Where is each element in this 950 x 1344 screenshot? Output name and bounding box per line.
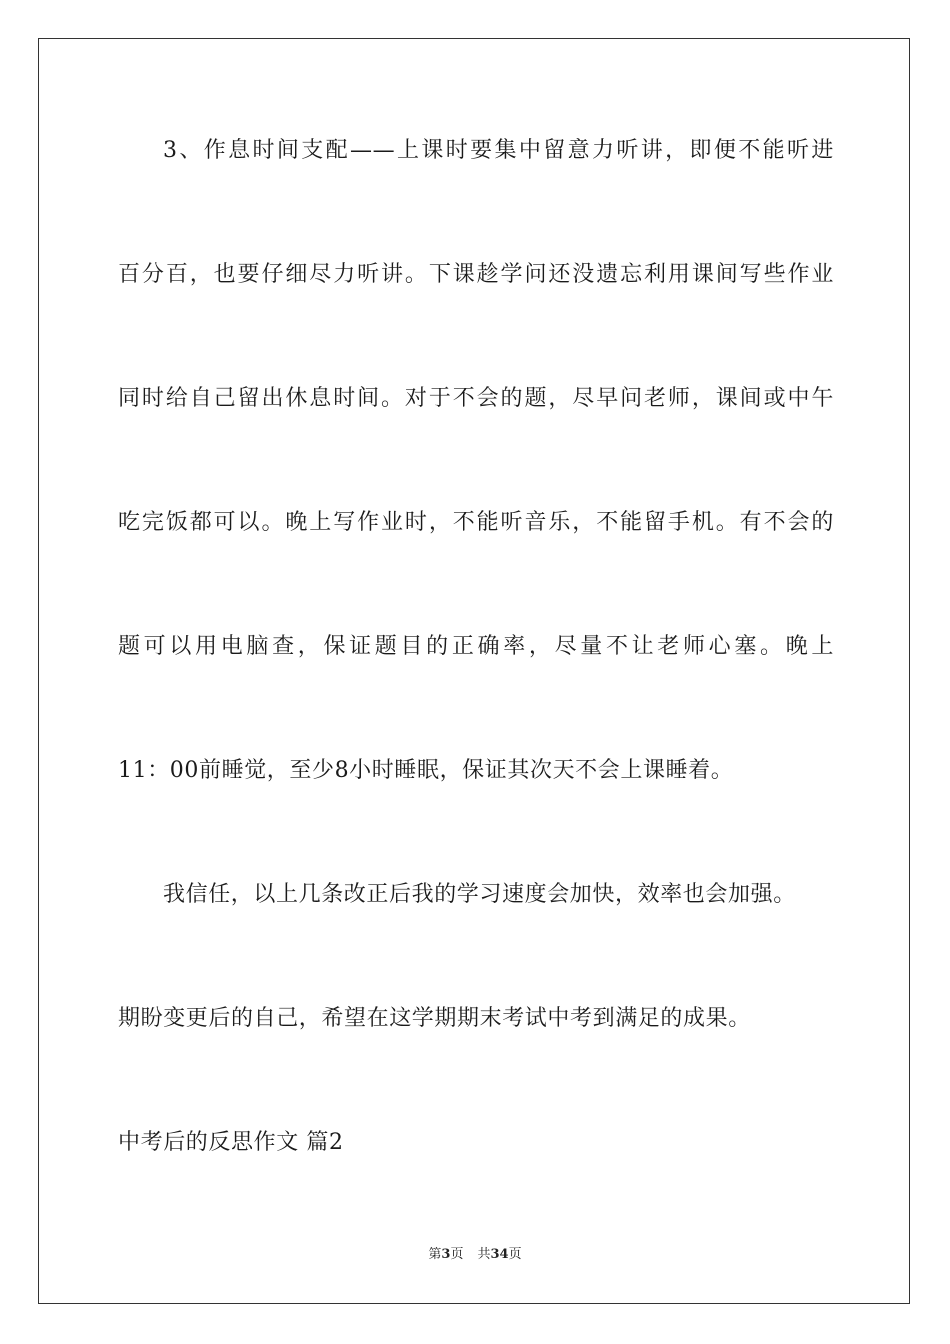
paragraph-line-4: 吃完饭都可以。晚上写作业时，不能听音乐，不能留手机。有不会的 — [118, 510, 834, 535]
section-heading: 中考后的反思作文 篇2 — [118, 1130, 344, 1155]
paragraph-line-7: 我信任，以上几条改正后我的学习速度会加快，效率也会加强。 — [163, 882, 796, 907]
page-border — [38, 38, 910, 1304]
footer-page-suffix: 页 — [450, 1247, 464, 1262]
paragraph-line-8: 期盼变更后的自己，希望在这学期期末考试中考到满足的成果。 — [118, 1006, 751, 1031]
footer-page-number: 3 — [441, 1247, 451, 1262]
page-footer — [0, 1246, 950, 1264]
paragraph-line-6: 11：00前睡觉，至少8小时睡眠，保证其次天不会上课睡着。 — [118, 758, 734, 783]
footer-page-prefix: 第 — [428, 1247, 442, 1262]
paragraph-line-5: 题可以用电脑查，保证题目的正确率，尽量不让老师心塞。晚上 — [118, 634, 834, 659]
paragraph-line-3: 同时给自己留出休息时间。对于不会的题，尽早问老师，课间或中午 — [118, 386, 834, 411]
paragraph-line-1: 3、作息时间支配——上课时要集中留意力听讲，即便不能听进 — [163, 138, 834, 163]
footer-total-prefix: 共 — [477, 1247, 491, 1262]
paragraph-line-2: 百分百，也要仔细尽力听讲。下课趁学问还没遗忘利用课间写些作业 — [118, 262, 834, 287]
footer-total-pages: 34 — [490, 1247, 509, 1262]
footer-total-suffix: 页 — [508, 1247, 522, 1262]
